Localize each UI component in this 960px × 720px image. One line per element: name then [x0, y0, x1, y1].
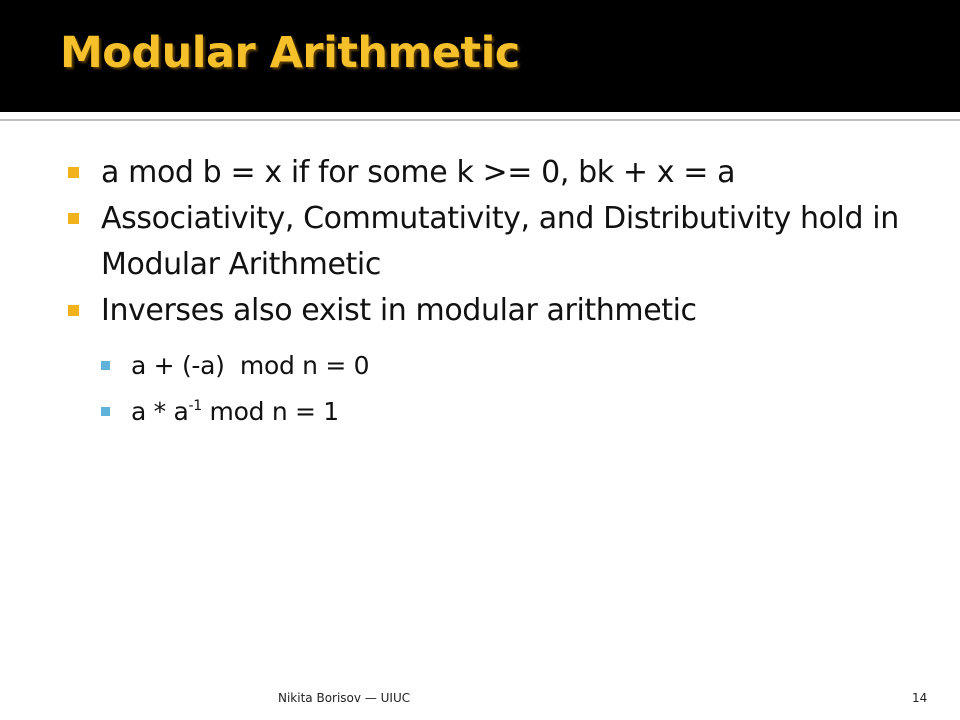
slide-footer: Nikita Borisov — UIUC — [278, 691, 411, 705]
bullet-text: Inverses also exist in modular arithmetic — [101, 293, 697, 328]
sub-bullet-square-icon — [101, 361, 110, 370]
bullet-item — [68, 288, 928, 334]
sub-bullet-item — [68, 352, 928, 380]
bullet-square-icon — [68, 167, 79, 178]
sub-bullet-square-icon — [101, 407, 110, 416]
bullet-square-icon — [68, 213, 79, 224]
sub-bullet-item — [68, 398, 928, 426]
bullet-square-icon — [68, 305, 79, 316]
bullet-item — [68, 196, 928, 288]
sub-bullet-text — [131, 397, 339, 426]
bullet-text: a mod b = x if for some k >= 0, bk + x = a — [101, 155, 736, 190]
bullet-text: Associativity, Commutativity, and Distributivity hold in Modular Arithmetic — [101, 201, 899, 282]
sub-bullet-text: a + (-a) mod n = 0 — [131, 351, 370, 380]
bullet-list — [68, 150, 928, 426]
title-divider — [0, 119, 960, 121]
inverse-tail: mod n = 1 — [201, 397, 339, 426]
slide-title: Modular Arithmetic — [60, 28, 520, 78]
title-bar — [0, 0, 960, 112]
bullet-item — [68, 150, 928, 196]
inverse-base: a * a — [131, 397, 189, 426]
inverse-exponent: -1 — [188, 398, 202, 414]
page-number: 14 — [912, 691, 928, 705]
